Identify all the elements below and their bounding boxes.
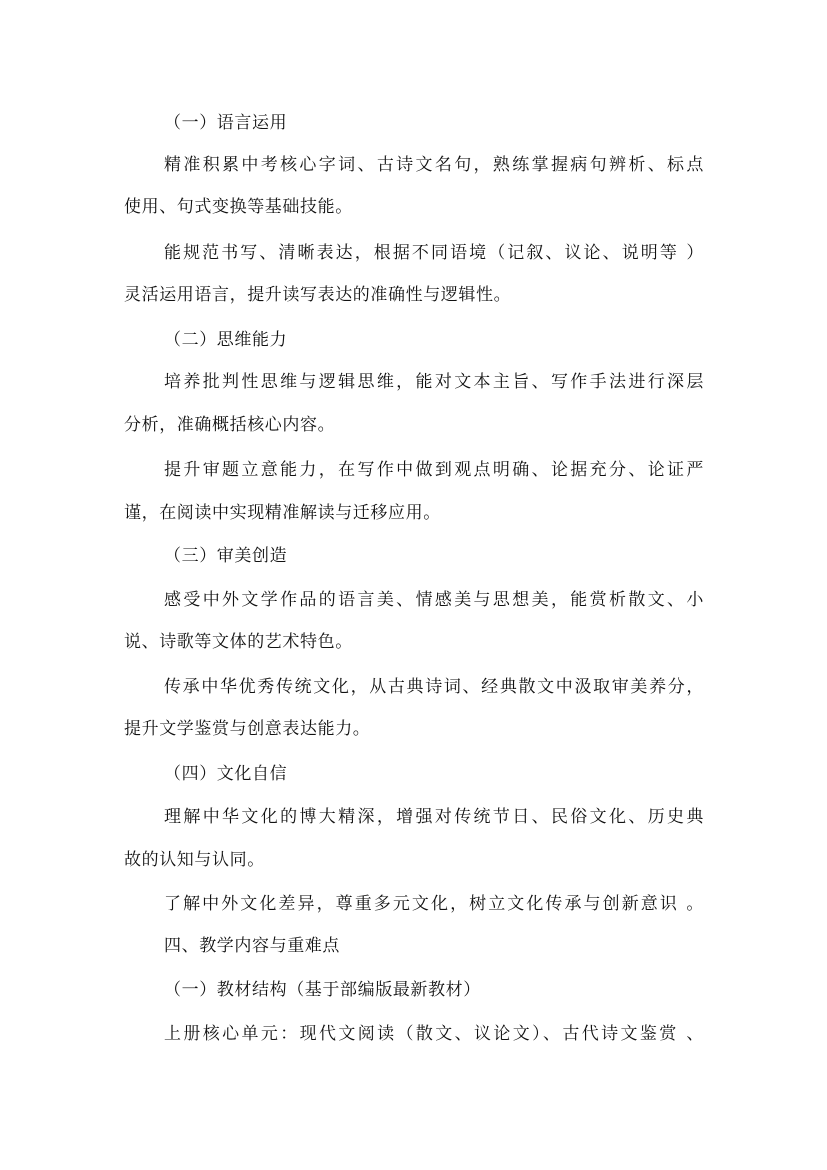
paragraph-line: 提升审题立意能力，在写作中做到观点明确、论据充分、论证严	[164, 460, 704, 480]
section-heading-1: （一）语言运用	[164, 113, 288, 133]
section-heading-4: （四）文化自信	[164, 764, 288, 784]
paragraph-line: 说、诗歌等文体的艺术特色。	[124, 632, 353, 652]
paragraph-line: 能规范书写、清晰表达，根据不同语境（记叙、议论、说明等 ）	[164, 243, 704, 263]
paragraph-line: 使用、句式变换等基础技能。	[124, 197, 353, 217]
section-heading-3: （三）审美创造	[164, 546, 288, 566]
paragraph-line: 培养批判性思维与逻辑思维，能对文本主旨、写作手法进行深层	[164, 372, 704, 392]
subsection-heading: （一）教材结构（基于部编版最新教材）	[164, 980, 481, 1000]
paragraph-line: 理解中华文化的博大精深，增强对传统节日、民俗文化、历史典	[164, 807, 704, 827]
paragraph-line: 提升文学鉴赏与创意表达能力。	[124, 719, 371, 739]
paragraph-line: 感受中外文学作品的语言美、情感美与思想美，能赏析散文、小	[164, 590, 704, 610]
paragraph-line: 上册核心单元：现代文阅读（散文、议论文）、古代诗文鉴赏 、	[164, 1024, 704, 1044]
paragraph-line: 故的认知与认同。	[124, 850, 265, 870]
paragraph-line: 灵活运用语言，提升读写表达的准确性与逻辑性。	[124, 285, 512, 305]
paragraph-line: 谨，在阅读中实现精准解读与迁移应用。	[124, 503, 441, 523]
paragraph-line: 分析，准确概括核心内容。	[124, 415, 336, 435]
paragraph-line: 精准积累中考核心字词、古诗文名句，熟练掌握病句辨析、标点	[164, 155, 704, 175]
paragraph-line: 了解中外文化差异，尊重多元文化，树立文化传承与创新意识 。	[164, 894, 704, 914]
section-heading-2: （二）思维能力	[164, 330, 288, 350]
paragraph-line: 传承中华优秀传统文化，从古典诗词、经典散文中汲取审美养分，	[164, 677, 704, 697]
chapter-heading: 四、教学内容与重难点	[164, 936, 340, 956]
